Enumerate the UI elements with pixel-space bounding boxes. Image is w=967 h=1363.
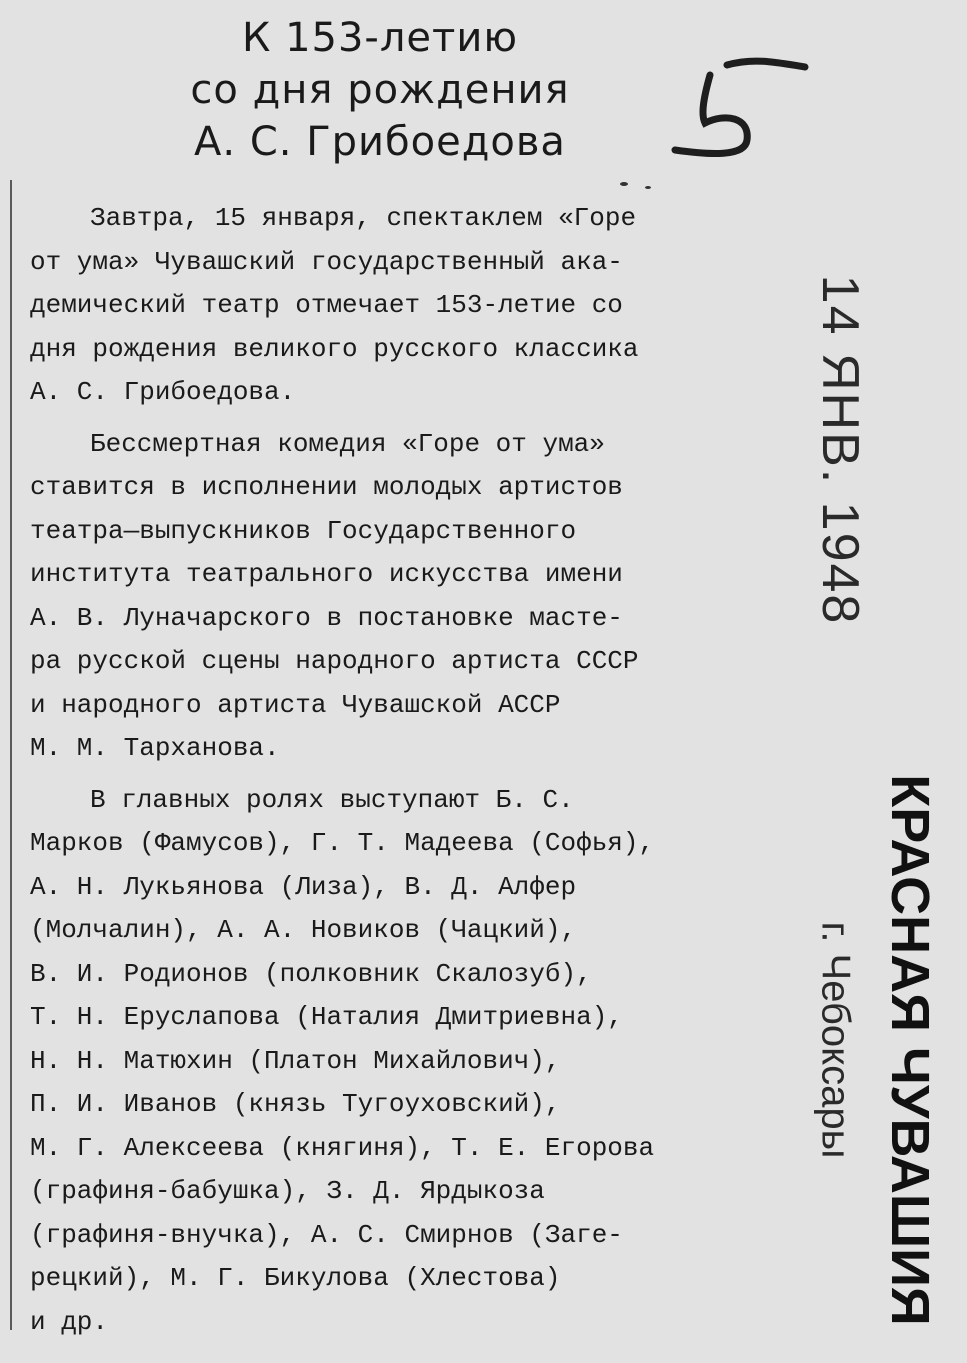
city-stamp-text: г. Чебоксары [813,921,858,1159]
article-paragraph-1: Завтра, 15 января, спектаклем «Горе от ума» Чувашский государственный ака- демический театр отмечает 153-летие со дня рождения великого русского классика А. С. Грибоедова. [30,203,639,407]
newspaper-name-stamp [860,774,960,1326]
ink-speck [645,186,651,189]
newspaper-name-text: КРАСНАЯ ЧУВАШИЯ [880,774,940,1326]
ink-speck [620,182,628,186]
article-headline [100,12,660,168]
article-paragraph-3: В главных ролях выступают Б. С. Марков (Фамусов), Г. Т. Мадеева (Софья), А. Н. Лукьянова (Лиза), В. Д. Алфер (Молчалин), А. А. Новиков (Чацкий), В. И. Родионов (полковник Скалозуб), Т. Н. Еруслапова (Наталия Дмитриевна), Н. Н. Матюхин (Платон Михайлович), П. И. Иванов (князь Тугоуховский), М. Г. Алексеева (княгиня), Т. Е. Егорова (графиня-бабушка), З. Д. Ярдыкоза (графиня-внучка), А. С. Смирнов (Заге- рецкий), М. Г. Бикулова (Хлестова) и др. [30,784,655,1337]
headline-line-1: К 153-летию [241,15,519,61]
headline-line-3: А. С. Грибоедова [194,119,566,165]
date-stamp [780,270,900,630]
article-paragraph-2: Бессмертная комедия «Горе от ума» ставится в исполнении молодых артистов театра—выпускников Государственного института театрального искусства имени А. В. Луначарского в постановке масте- ра русской сцены народного артиста СССР и народного артиста Чувашской АССР М. М. Тарханова. [30,428,639,763]
column-rule [10,180,12,1330]
headline-line-2: со дня рождения [190,67,570,113]
article-body [30,197,746,1352]
date-stamp-text: 14 ЯНВ. 1948 [811,274,869,626]
handwritten-number-mark [655,45,815,175]
